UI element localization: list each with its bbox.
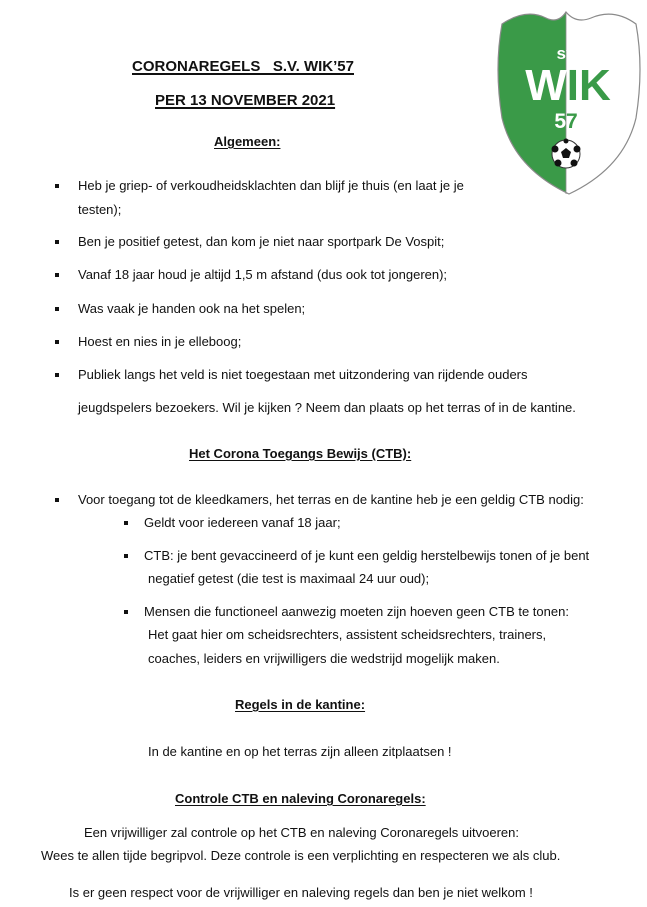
heading-algemeen: Algemeen: xyxy=(214,134,281,149)
item-text-cont: coaches, leiders en vrijwilligers die wedstrijd mogelijk maken. xyxy=(148,651,500,666)
item-text: Ben je positief getest, dan kom je niet naar sportpark De Vospit; xyxy=(78,234,445,249)
controle-text-2: Wees te allen tijde begripvol. Deze controle is een verplichting en respecteren we als club. xyxy=(41,848,561,863)
controle-text-3: Is er geen respect voor de vrijwilliger en naleving regels dan ben je niet welkom ! xyxy=(69,885,533,900)
bullet-icon xyxy=(55,498,59,502)
item-text-cont: negatief getest (die test is maximaal 24 uur oud); xyxy=(148,571,430,586)
bullet-icon xyxy=(55,340,59,344)
bullet-icon xyxy=(124,521,128,525)
item-text: Vanaf 18 jaar houd je altijd 1,5 m afstand (dus ook tot jongeren); xyxy=(78,267,448,282)
item-text: Voor toegang tot de kleedkamers, het terras en de kantine heb je een geldig CTB nodig: xyxy=(78,492,584,507)
item-text-cont: jeugdspelers bezoekers. Wil je kijken ? Neem dan plaats op het terras of in de kantine. xyxy=(78,400,576,415)
heading-controle: Controle CTB en naleving Coronaregels: xyxy=(175,791,426,806)
controle-text-1: Een vrijwilliger zal controle op het CTB en naleving Coronaregels uitvoeren: xyxy=(84,825,520,840)
logo-sv-text: sv xyxy=(556,44,576,63)
heading-kantine: Regels in de kantine: xyxy=(235,697,366,712)
bullet-icon xyxy=(55,240,59,244)
logo-wik-text: WIK xyxy=(525,61,611,110)
kantine-text: In de kantine en op het terras zijn alleen zitplaatsen ! xyxy=(148,744,452,759)
item-text: Hoest en nies in je elleboog; xyxy=(78,334,242,349)
bullet-icon xyxy=(124,610,128,614)
bullet-icon xyxy=(55,307,59,311)
bullet-icon xyxy=(55,184,59,188)
document-date: PER 13 NOVEMBER 2021 xyxy=(155,92,336,109)
bullet-icon xyxy=(124,554,128,558)
document-title: CORONAREGELS S.V. WIK’57 xyxy=(132,58,354,75)
club-logo xyxy=(496,8,642,196)
heading-ctb: Het Corona Toegangs Bewijs (CTB): xyxy=(189,446,412,461)
item-text: Publiek langs het veld is niet toegestaan met uitzondering van rijdende ouders xyxy=(78,367,528,382)
item-text: Was vaak je handen ook na het spelen; xyxy=(78,301,306,316)
bullet-icon xyxy=(55,273,59,277)
item-text: Geldt voor iedereen vanaf 18 jaar; xyxy=(144,515,341,530)
item-text: CTB: je bent gevaccineerd of je kunt een geldig herstelbewijs tonen of je bent xyxy=(144,548,590,563)
item-text: Heb je griep- of verkoudheidsklachten dan blijf je thuis (en laat je je xyxy=(78,178,464,193)
bullet-icon xyxy=(55,373,59,377)
item-text-cont: testen); xyxy=(78,202,122,217)
item-text-cont: Het gaat hier om scheidsrechters, assistent scheidsrechters, trainers, xyxy=(148,627,547,642)
item-text: Mensen die functioneel aanwezig moeten zijn hoeven geen CTB te tonen: xyxy=(144,604,569,619)
logo-57-text: 57 xyxy=(554,110,578,133)
